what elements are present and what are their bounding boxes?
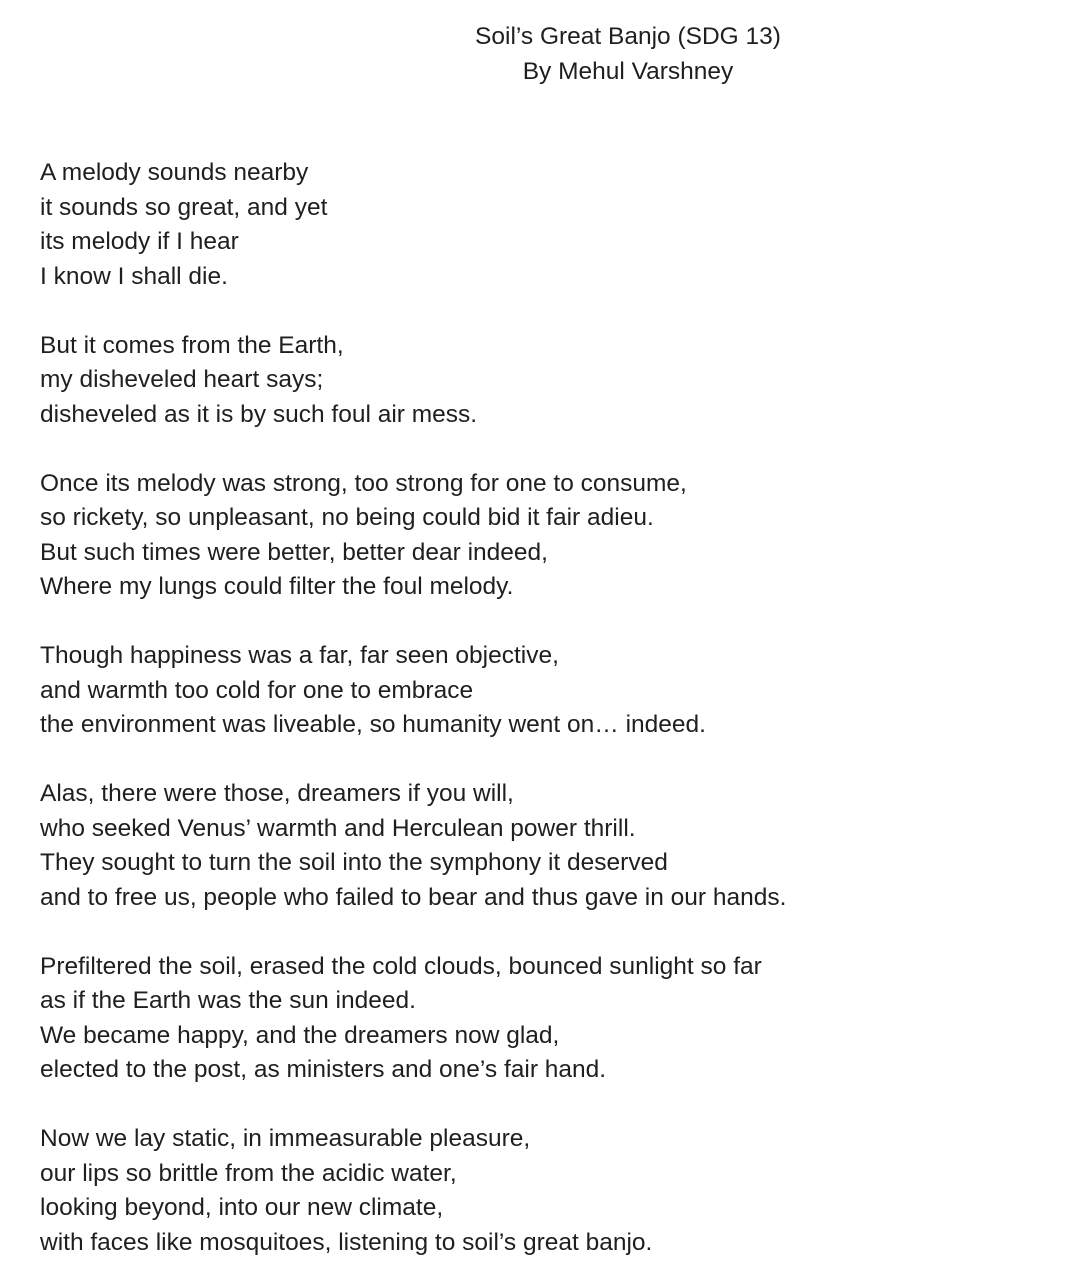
poem-line: But such times were better, better dear indeed, (40, 538, 548, 566)
poem-title: Soil’s Great Banjo (SDG 13) (475, 23, 781, 50)
poem-line: Now we lay static, in immeasurable pleasure, (40, 1125, 531, 1152)
stanza-6 (40, 950, 1070, 1088)
poem-line: Once its melody was strong, too strong for one to consume, (40, 469, 687, 497)
poem-line: elected to the post, as ministers and one’s fair hand. (40, 1056, 607, 1083)
poem-line: it sounds so great, and yet (40, 193, 328, 221)
poem-line: with faces like mosquitoes, listening to soil’s great banjo. (40, 1228, 653, 1256)
poem-line: Alas, there were those, dreamers if you will, (40, 780, 514, 807)
poem-line: our lips so brittle from the acidic water, (40, 1159, 457, 1187)
poem-line: A melody sounds nearby (40, 159, 309, 186)
poem-line: and to free us, people who failed to bear and thus gave in our hands. (40, 883, 787, 911)
poem-line: They sought to turn the soil into the symphony it deserved (40, 849, 668, 876)
poem-line: who seeked Venus’ warmth and Herculean power thrill. (40, 814, 636, 842)
stanza-3 (40, 467, 1070, 605)
poem-line: Though happiness was a far, far seen objective, (40, 642, 559, 669)
poem-body (40, 156, 1070, 1260)
stanza-1 (40, 156, 1070, 294)
stanza-4 (40, 639, 1070, 743)
poem-line: I know I shall die. (40, 262, 228, 290)
stanza-5 (40, 777, 1070, 915)
poem-line: But it comes from the Earth, (40, 331, 344, 359)
poem-line: my disheveled heart says; (40, 366, 324, 393)
poem-line: Prefiltered the soil, erased the cold clouds, bounced sunlight so far (40, 952, 762, 980)
stanza-7 (40, 1122, 1070, 1260)
poem-line: as if the Earth was the sun indeed. (40, 987, 416, 1014)
document-header (0, 20, 1083, 89)
poem-author: By Mehul Varshney (522, 57, 734, 85)
poem-line: disheveled as it is by such foul air mess. (40, 400, 478, 428)
poem-line: its melody if I hear (40, 228, 239, 255)
poem-line: the environment was liveable, so humanity went on… indeed. (40, 711, 706, 738)
poem-line: looking beyond, into our new climate, (40, 1194, 444, 1221)
poem-line: and warmth too cold for one to embrace (40, 676, 474, 704)
poem-line: Where my lungs could filter the foul melody. (40, 573, 514, 600)
poem-line: so rickety, so unpleasant, no being could bid it fair adieu. (40, 504, 654, 531)
stanza-2 (40, 329, 1070, 433)
poem-line: We became happy, and the dreamers now glad, (40, 1021, 560, 1049)
